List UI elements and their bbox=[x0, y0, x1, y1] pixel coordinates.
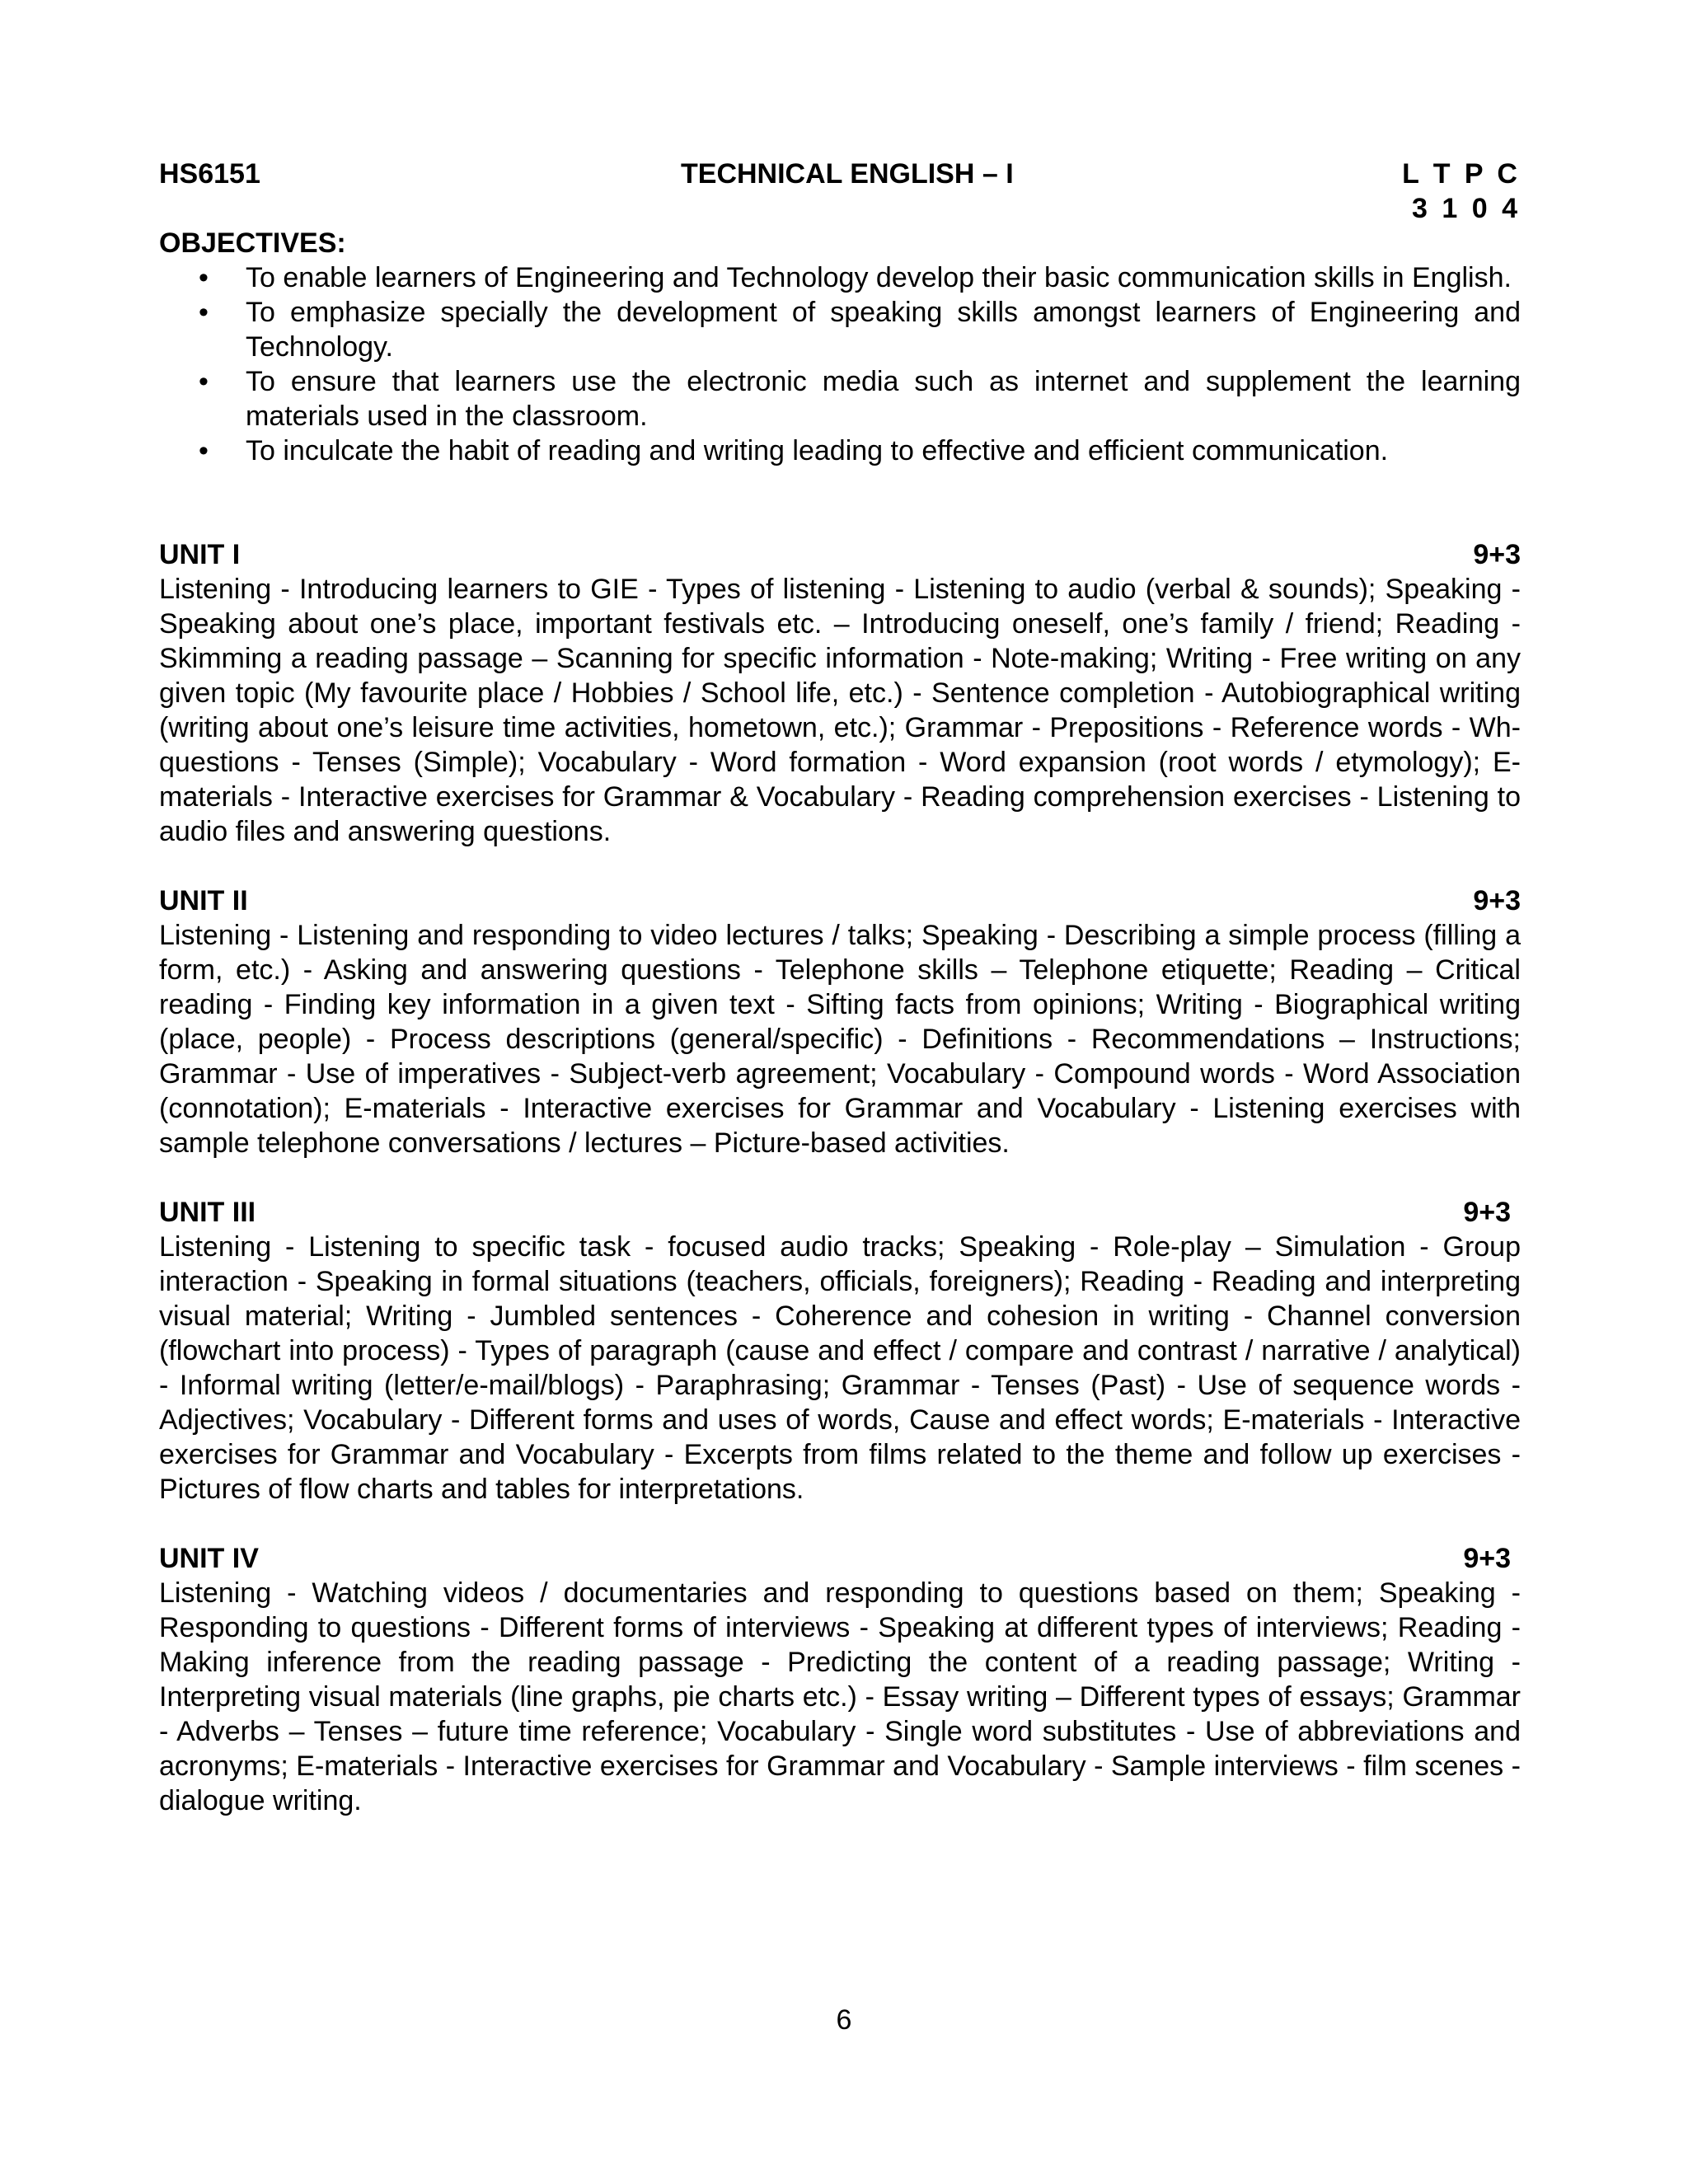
ltpc-values: 3 1 0 4 bbox=[1412, 193, 1521, 224]
unit-body: Listening - Watching videos / documentaries and responding to questions based on them; Speaking - Responding to questions - Different forms of interviews - Speaking at different types of interviews; Reading - Making inference from the reading passage - Predicting the content of a reading passage; Writing - Interpreting visual materials (line graphs, pie charts etc.) - Essay writing – Different types of essays; Grammar - Adverbs – Tenses – future time reference; Vocabulary - Single word substitutes - Use of abbreviations and acronyms; E-materials - Interactive exercises for Grammar and Vocabulary - Sample interviews - film scenes - dialogue writing. bbox=[159, 1577, 1521, 1816]
course-header bbox=[159, 157, 1521, 191]
unit-section bbox=[159, 537, 1521, 849]
course-title: TECHNICAL ENGLISH – I bbox=[681, 158, 1014, 190]
unit-hours: 9+3 bbox=[1473, 539, 1521, 570]
objective-text: To emphasize specially the development of speaking skills amongst learners of Engineering and Technology. bbox=[246, 297, 1521, 363]
unit-hours: 9+3 bbox=[1463, 1543, 1511, 1574]
unit-title: UNIT II bbox=[159, 885, 248, 916]
unit-title: UNIT I bbox=[159, 539, 241, 570]
page-number: 6 bbox=[836, 2004, 852, 2036]
bullet-icon: • bbox=[199, 366, 209, 397]
objective-item bbox=[159, 364, 1521, 434]
bullet-icon: • bbox=[199, 297, 209, 328]
unit-hours: 9+3 bbox=[1463, 1197, 1511, 1228]
unit-heading bbox=[159, 883, 1521, 918]
unit-hours: 9+3 bbox=[1473, 885, 1521, 916]
course-code: HS6151 bbox=[159, 158, 260, 190]
objective-item bbox=[159, 434, 1521, 468]
objective-item bbox=[159, 260, 1521, 295]
bullet-icon: • bbox=[199, 435, 209, 466]
unit-body: Listening - Introducing learners to GIE - Types of listening - Listening to audio (verbal & sounds); Speaking - Speaking about one’s place, important festivals etc. – Introducing oneself, one’s family / friend; Reading - Skimming a reading passage – Scanning for specific information - Note-making; Writing - Free writing on any given topic (My favourite place / Hobbies / School life, etc.) - Sentence completion - Autobiographical writing (writing about one’s leisure time activities, hometown, etc.); Grammar - Prepositions - Reference words - Wh-questions - Tenses (Simple); Vocabulary - Word formation - Word expansion (root words / etymology); E-materials - Interactive exercises for Grammar & Vocabulary - Reading comprehension exercises - Listening to audio files and answering questions. bbox=[159, 574, 1521, 847]
unit-section bbox=[159, 1195, 1521, 1507]
ltpc-labels: L T P C bbox=[1402, 158, 1521, 190]
objective-text: To inculcate the habit of reading and writing leading to effective and efficient communication. bbox=[246, 435, 1389, 466]
objectives-list bbox=[159, 260, 1521, 468]
unit-section bbox=[159, 883, 1521, 1160]
unit-body: Listening - Listening and responding to video lectures / talks; Speaking - Describing a simple process (filling a form, etc.) - Asking and answering questions - Telephone skills – Telephone etiquette; Reading – Critical reading - Finding key information in a given text - Sifting facts from opinions; Writing - Biographical writing (place, people) - Process descriptions (general/specific) - Definitions - Recommendations – Instructions; Grammar - Use of imperatives - Subject-verb agreement; Vocabulary - Compound words - Word Association (connotation); E-materials - Interactive exercises for Grammar and Vocabulary - Listening exercises with sample telephone conversations / lectures – Picture-based activities. bbox=[159, 920, 1521, 1159]
unit-section bbox=[159, 1541, 1521, 1818]
unit-body: Listening - Listening to specific task - focused audio tracks; Speaking - Role-play – Simulation - Group interaction - Speaking in formal situations (teachers, officials, foreigners); Reading - Reading and interpreting visual material; Writing - Jumbled sentences - Coherence and cohesion in writing - Channel conversion (flowchart into process) - Types of paragraph (cause and effect / compare and contrast / narrative / analytical) - Informal writing (letter/e-mail/blogs) - Paraphrasing; Grammar - Tenses (Past) - Use of sequence words - Adjectives; Vocabulary - Different forms and uses of words, Cause and effect words; E-materials - Interactive exercises for Grammar and Vocabulary - Excerpts from films related to the theme and follow up exercises - Pictures of flow charts and tables for interpretations. bbox=[159, 1231, 1521, 1505]
objective-item bbox=[159, 295, 1521, 364]
syllabus-page bbox=[159, 157, 1521, 1818]
unit-title: UNIT IV bbox=[159, 1543, 259, 1574]
objective-text: To ensure that learners use the electronic media such as internet and supplement the learning materials used in the classroom. bbox=[246, 366, 1521, 432]
objective-text: To enable learners of Engineering and Technology develop their basic communication skills in English. bbox=[246, 262, 1512, 293]
bullet-icon: • bbox=[199, 262, 209, 293]
unit-title: UNIT III bbox=[159, 1197, 256, 1228]
unit-heading bbox=[159, 1541, 1521, 1576]
unit-heading bbox=[159, 537, 1521, 572]
objectives-heading: OBJECTIVES: bbox=[159, 227, 346, 259]
unit-heading bbox=[159, 1195, 1521, 1230]
